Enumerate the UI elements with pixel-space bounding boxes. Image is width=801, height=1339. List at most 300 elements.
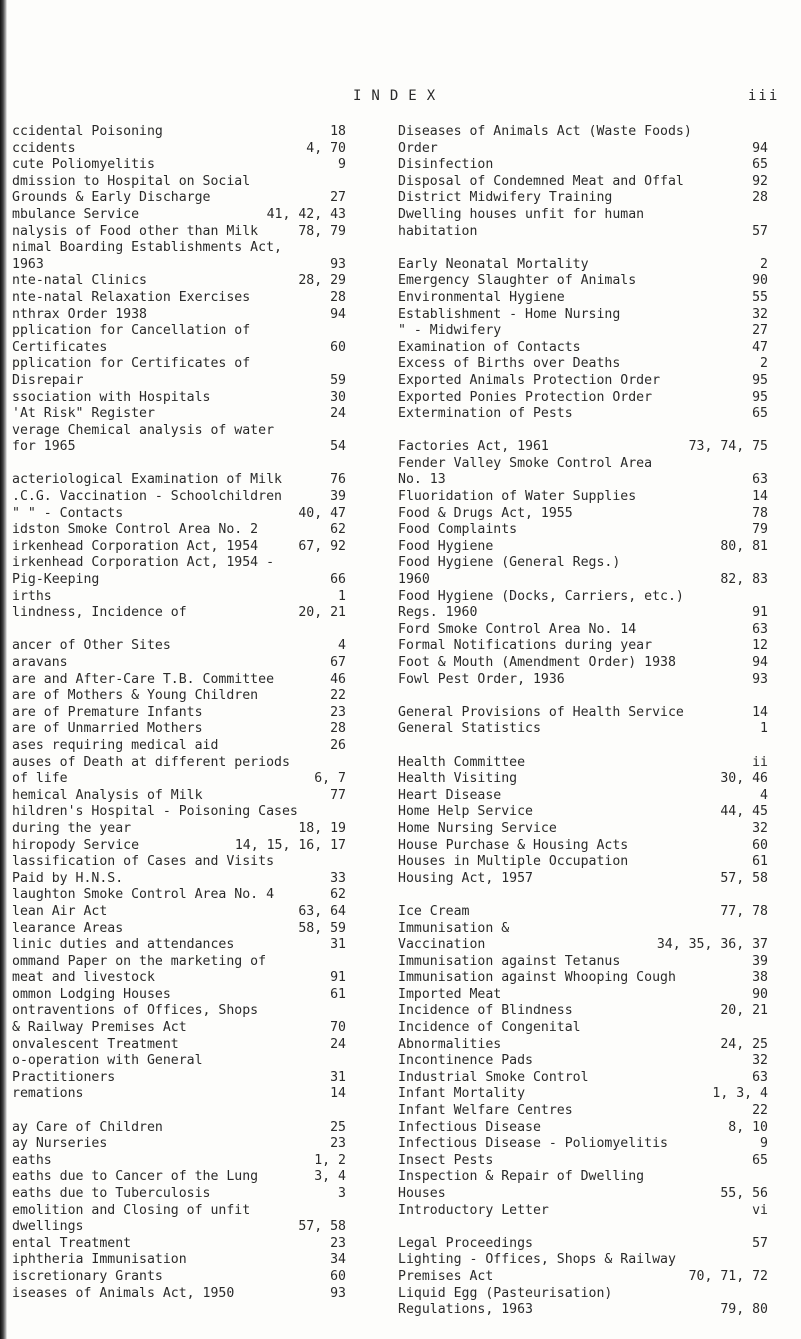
entry-pages: 91 [752, 605, 768, 621]
entry-text: lassification of Cases and Visits [12, 854, 275, 870]
entry-pages: 77 [330, 787, 346, 803]
index-entry [398, 788, 768, 805]
entry-pages: 4 [338, 638, 346, 654]
entry-text: eaths due to Tuberculosis [12, 1186, 211, 1201]
index-entry [12, 1003, 346, 1020]
entry-pages: 76 [330, 472, 346, 488]
entry-pages: 31 [330, 937, 346, 953]
entry-text: o-operation with General [12, 1053, 203, 1069]
entry-text: remations [12, 1086, 84, 1102]
entry-text: laughton Smoke Control Area No. 4 [12, 887, 275, 903]
entry-pages: 20, 21 [720, 1003, 768, 1019]
entry-pages: 32 [752, 306, 768, 322]
entry-pages: 9 [760, 1136, 768, 1152]
index-entry [12, 439, 346, 456]
entry-pages: 63 [752, 621, 768, 637]
entry-text: lindness, Incidence of [12, 605, 187, 621]
index-entry [12, 1186, 346, 1203]
entry-pages: 44, 45 [720, 804, 768, 820]
section-gap [398, 423, 768, 440]
entry-pages: 27 [330, 190, 346, 206]
entry-text: Examination of Contacts [398, 339, 581, 355]
index-entry [12, 970, 346, 987]
index-entry [12, 721, 346, 738]
entry-pages: 90 [752, 273, 768, 289]
entry-pages: 91 [330, 970, 346, 986]
entry-text: pplication for Cancellation of [12, 323, 251, 339]
entry-text: Early Neonatal Mortality [398, 256, 589, 272]
index-entry [398, 356, 768, 373]
section-gap [398, 738, 768, 755]
entry-text: & Railway Premises Act [12, 1020, 187, 1036]
entry-pages: 62 [330, 522, 346, 538]
entry-pages: 28 [330, 289, 346, 305]
page-header [0, 88, 801, 110]
index-entry [12, 124, 346, 141]
entry-pages: 1 [338, 588, 346, 604]
entry-text: Insect Pests [398, 1152, 494, 1168]
entry-text: Houses in Multiple Occupation [398, 854, 629, 870]
index-entry [398, 207, 768, 224]
entry-pages: 94 [752, 140, 768, 156]
index-entry [398, 638, 768, 655]
index-entry [12, 589, 346, 606]
entry-text: dmission to Hospital on Social [12, 173, 251, 189]
entry-text: Dwelling houses unfit for human [398, 206, 645, 222]
index-entry [12, 672, 346, 689]
index-column-left [12, 124, 346, 1302]
index-entry [12, 804, 346, 821]
entry-text: Legal Proceedings [398, 1235, 533, 1251]
index-entry [398, 190, 768, 207]
index-entry [12, 1120, 346, 1137]
index-entry [398, 174, 768, 191]
entry-text: ommand Paper on the marketing of [12, 953, 267, 969]
index-entry [398, 340, 768, 357]
index-entry [398, 1053, 768, 1070]
index-entry [398, 1286, 768, 1303]
index-entry [398, 439, 768, 456]
index-entry [12, 838, 346, 855]
index-entry [12, 323, 346, 340]
entry-text: Imported Meat [398, 986, 502, 1002]
entry-text: House Purchase & Housing Acts [398, 837, 629, 853]
index-entry [398, 622, 768, 639]
entry-pages: 94 [752, 655, 768, 670]
entry-text: Extermination of Pests [398, 406, 573, 422]
entry-pages: 18, 19 [298, 820, 346, 836]
entry-text: Health Committee [398, 754, 526, 770]
entry-pages: vi [752, 1202, 768, 1218]
entry-pages: 2 [760, 356, 768, 372]
entry-text: cute Poliomyelitis [12, 157, 155, 173]
index-entry [398, 655, 768, 672]
entry-text: nte-natal Relaxation Exercises [12, 289, 251, 305]
page-binding-edge [0, 0, 7, 1339]
entry-text: ases requiring medical aid [12, 737, 219, 753]
index-entry [398, 489, 768, 506]
index-entry [398, 589, 768, 606]
entry-text: onvalescent Treatment [12, 1036, 179, 1052]
index-entry [12, 738, 346, 755]
entry-pages: 54 [330, 439, 346, 455]
entry-text: Housing Act, 1957 [398, 870, 533, 886]
entry-text: Premises Act [398, 1268, 494, 1284]
entry-text: Infant Mortality [398, 1086, 526, 1102]
entry-text: are of Mothers & Young Children [12, 688, 259, 704]
index-entry [398, 1169, 768, 1186]
index-entry [398, 721, 768, 738]
index-entry [12, 190, 346, 207]
entry-text: ancer of Other Sites [12, 638, 171, 654]
index-entry [398, 854, 768, 871]
entry-pages: 57 [752, 1235, 768, 1251]
entry-text: Exported Ponies Protection Order [398, 389, 653, 405]
entry-text: are of Unmarried Mothers [12, 721, 203, 737]
entry-pages: 46 [330, 671, 346, 687]
index-entry [12, 340, 346, 357]
entry-text: Immunisation & [398, 920, 510, 936]
entry-text: Fluoridation of Water Supplies [398, 489, 637, 505]
index-entry [12, 1153, 346, 1170]
index-entry [12, 489, 346, 506]
index-entry [398, 522, 768, 539]
entry-text: aravans [12, 655, 68, 670]
entry-pages: 82, 83 [720, 572, 768, 588]
index-entry [12, 506, 346, 523]
entry-pages: 23 [330, 1136, 346, 1152]
index-entry [398, 1236, 768, 1253]
index-entry [12, 224, 346, 241]
entry-text: Home Nursing Service [398, 820, 557, 836]
entry-pages: 95 [752, 389, 768, 405]
entry-pages: 60 [330, 1268, 346, 1284]
index-entry [398, 290, 768, 307]
entry-pages: 18 [330, 124, 346, 139]
entry-text: Vaccination [398, 937, 486, 953]
index-entry [12, 522, 346, 539]
entry-text: eaths due to Cancer of the Lung [12, 1169, 259, 1185]
entry-text: Exported Animals Protection Order [398, 372, 661, 388]
index-entry [398, 373, 768, 390]
index-title: INDEX [353, 88, 446, 104]
entry-text: ental Treatment [12, 1235, 132, 1251]
entry-text: Food Complaints [398, 522, 518, 538]
entry-pages: 57, 58 [298, 1219, 346, 1235]
entry-text: nte-natal Clinics [12, 273, 147, 289]
index-entry [12, 1136, 346, 1153]
entry-pages: 70, 71, 72 [688, 1268, 768, 1284]
entry-text: hemical Analysis of Milk [12, 787, 203, 803]
entry-pages: 79, 80 [720, 1302, 768, 1318]
index-entry [12, 240, 346, 257]
entry-text: hildren's Hospital - Poisoning Cases [12, 804, 298, 820]
entry-pages: 67 [330, 655, 346, 670]
entry-text: Health Visiting [398, 771, 518, 787]
index-entry [12, 771, 346, 788]
index-entry [398, 1302, 768, 1319]
entry-text: hiropody Service [12, 837, 140, 853]
index-entry [12, 257, 346, 274]
entry-pages: 32 [752, 1053, 768, 1069]
entry-pages: 59 [330, 372, 346, 388]
index-entry [398, 224, 768, 241]
index-entry [12, 555, 346, 572]
index-entry [12, 655, 346, 672]
entry-pages: 1, 3, 4 [712, 1086, 768, 1102]
entry-text: eaths [12, 1152, 52, 1168]
entry-text: Incidence of Blindness [398, 1003, 573, 1019]
entry-text: Environmental Hygiene [398, 289, 565, 305]
entry-text: Regulations, 1963 [398, 1302, 533, 1318]
section-gap [398, 887, 768, 904]
entry-text: irkenhead Corporation Act, 1954 - [12, 555, 275, 571]
entry-text: Incontinence Pads [398, 1053, 533, 1069]
entry-pages: 67, 92 [298, 538, 346, 554]
entry-text: ccidents [12, 140, 76, 156]
index-entry [12, 871, 346, 888]
entry-text: Certificates [12, 339, 108, 355]
entry-text: 1960 [398, 572, 430, 588]
entry-pages: 27 [752, 323, 768, 339]
section-gap [12, 622, 346, 639]
index-entry [12, 1070, 346, 1087]
entry-text: verage Chemical analysis of water [12, 422, 275, 438]
entry-pages: 14 [752, 489, 768, 505]
entry-pages: 78 [752, 505, 768, 521]
entry-text: .C.G. Vaccination - Schoolchildren [12, 489, 282, 505]
index-entry [398, 307, 768, 324]
entry-text: for 1965 [12, 439, 76, 455]
entry-pages: 31 [330, 1069, 346, 1085]
entry-text: Ford Smoke Control Area No. 14 [398, 621, 637, 637]
index-entry [398, 257, 768, 274]
index-entry [12, 1269, 346, 1286]
entry-text: ontraventions of Offices, Shops [12, 1003, 259, 1019]
entry-text: ssociation with Hospitals [12, 389, 211, 405]
entry-text: Pig-Keeping [12, 572, 100, 588]
entry-pages: ii [752, 754, 768, 770]
index-entry [12, 1086, 346, 1103]
entry-text: Immunisation against Tetanus [398, 953, 621, 969]
entry-text: Infant Welfare Centres [398, 1103, 573, 1119]
entry-text: Fowl Pest Order, 1936 [398, 671, 565, 687]
entry-pages: 23 [330, 704, 346, 720]
entry-text: Excess of Births over Deaths [398, 356, 621, 372]
index-entry [12, 307, 346, 324]
entry-pages: 22 [330, 688, 346, 704]
entry-pages: 60 [330, 339, 346, 355]
entry-pages: 24 [330, 1036, 346, 1052]
index-entry [12, 854, 346, 871]
index-entry [398, 539, 768, 556]
index-entry [12, 1053, 346, 1070]
entry-text: Fender Valley Smoke Control Area [398, 455, 653, 471]
entry-pages: 66 [330, 572, 346, 588]
entry-text: dwellings [12, 1219, 84, 1235]
index-entry [398, 970, 768, 987]
entry-pages: 55 [752, 289, 768, 305]
entry-pages: 14 [330, 1086, 346, 1102]
entry-pages: 14, 15, 16, 17 [234, 837, 346, 853]
entry-text: General Statistics [398, 721, 541, 737]
entry-text: Industrial Smoke Control [398, 1069, 589, 1085]
entry-text: irkenhead Corporation Act, 1954 [12, 538, 259, 554]
index-entry [12, 821, 346, 838]
entry-text: iscretionary Grants [12, 1268, 163, 1284]
index-entry [398, 904, 768, 921]
entry-text: Practitioners [12, 1069, 116, 1085]
entry-text: Home Help Service [398, 804, 533, 820]
index-entry [12, 1203, 346, 1220]
index-entry [12, 755, 346, 772]
entry-pages: 70 [330, 1020, 346, 1036]
entry-text: auses of Death at different periods [12, 754, 290, 770]
index-entry [398, 406, 768, 423]
entry-pages: 25 [330, 1119, 346, 1135]
entry-pages: 14 [752, 704, 768, 720]
entry-text: iphtheria Immunisation [12, 1252, 187, 1268]
entry-text: ommon Lodging Houses [12, 986, 171, 1002]
entry-text: Disinfection [398, 157, 494, 173]
entry-text: Immunisation against Whooping Cough [398, 970, 676, 986]
entry-pages: 62 [330, 887, 346, 903]
index-entry [12, 1252, 346, 1269]
entry-pages: 60 [752, 837, 768, 853]
index-entry [12, 1020, 346, 1037]
entry-text: ccidental Poisoning [12, 124, 163, 139]
entry-pages: 1 [760, 721, 768, 737]
index-entry [398, 1186, 768, 1203]
entry-pages: 47 [752, 339, 768, 355]
entry-text: Diseases of Animals Act (Waste Foods) [398, 124, 692, 139]
entry-pages: 93 [752, 671, 768, 687]
entry-pages: 61 [330, 986, 346, 1002]
entry-pages: 78, 79 [298, 223, 346, 239]
entry-pages: 95 [752, 372, 768, 388]
entry-pages: 73, 74, 75 [688, 439, 768, 455]
index-entry [12, 788, 346, 805]
entry-text: meat and livestock [12, 970, 155, 986]
entry-text: Food & Drugs Act, 1955 [398, 505, 573, 521]
entry-text: iseases of Animals Act, 1950 [12, 1285, 235, 1301]
entry-pages: 94 [330, 306, 346, 322]
index-entry [12, 207, 346, 224]
entry-text: Infectious Disease [398, 1119, 541, 1135]
index-entry [12, 539, 346, 556]
entry-pages: 63 [752, 472, 768, 488]
index-entry [12, 887, 346, 904]
entry-text: Grounds & Early Discharge [12, 190, 211, 206]
index-entry [12, 638, 346, 655]
entry-text: Abnormalities [398, 1036, 502, 1052]
entry-text: No. 13 [398, 472, 446, 488]
entry-text: lean Air Act [12, 903, 108, 919]
index-entry [12, 987, 346, 1004]
index-entry [398, 572, 768, 589]
entry-text: ay Care of Children [12, 1119, 163, 1135]
entry-text: Ice Cream [398, 903, 470, 919]
index-entry [12, 157, 346, 174]
index-entry [398, 804, 768, 821]
entry-pages: 24 [330, 406, 346, 422]
index-entry [12, 406, 346, 423]
index-entry [398, 705, 768, 722]
index-entry [12, 705, 346, 722]
entry-text: emolition and Closing of unfit [12, 1202, 251, 1218]
entry-text: Regs. 1960 [398, 605, 478, 621]
entry-pages: 61 [752, 854, 768, 870]
entry-pages: 57, 58 [720, 870, 768, 886]
entry-pages: 32 [752, 820, 768, 836]
entry-pages: 9 [338, 157, 346, 173]
entry-pages: 30 [330, 389, 346, 405]
entry-pages: 38 [752, 970, 768, 986]
index-entry [398, 771, 768, 788]
entry-pages: 28 [330, 721, 346, 737]
entry-text: learance Areas [12, 920, 124, 936]
index-entry [398, 273, 768, 290]
index-entry [398, 838, 768, 855]
index-entry [398, 1269, 768, 1286]
entry-pages: 28 [752, 190, 768, 206]
entry-text: District Midwifery Training [398, 190, 613, 206]
index-entry [12, 1236, 346, 1253]
index-entry [12, 572, 346, 589]
entry-pages: 79 [752, 522, 768, 538]
entry-pages: 4 [760, 787, 768, 803]
entry-pages: 3, 4 [314, 1169, 346, 1185]
index-entry [398, 937, 768, 954]
entry-text: Incidence of Congenital [398, 1020, 581, 1036]
entry-text: Foot & Mouth (Amendment Order) 1938 [398, 655, 676, 670]
entry-text: irths [12, 588, 52, 604]
entry-text: Heart Disease [398, 787, 502, 803]
index-entry [12, 390, 346, 407]
index-entry [398, 506, 768, 523]
entry-pages: 33 [330, 870, 346, 886]
entry-pages: 41, 42, 43 [266, 206, 346, 222]
index-entry [12, 290, 346, 307]
entry-pages: 34 [330, 1252, 346, 1268]
entry-text: General Provisions of Health Service [398, 704, 684, 720]
entry-text: linic duties and attendances [12, 937, 235, 953]
entry-text: " " - Contacts [12, 505, 124, 521]
index-entry [12, 904, 346, 921]
index-entry [398, 954, 768, 971]
entry-pages: 40, 47 [298, 505, 346, 521]
entry-text: nimal Boarding Establishments Act, [12, 240, 282, 256]
section-gap [398, 1219, 768, 1236]
entry-pages: 2 [760, 256, 768, 272]
entry-pages: 65 [752, 406, 768, 422]
entry-text: Emergency Slaughter of Animals [398, 273, 637, 289]
entry-text: acteriological Examination of Milk [12, 472, 282, 488]
entry-pages: 77, 78 [720, 903, 768, 919]
entry-pages: 93 [330, 256, 346, 272]
section-gap [398, 688, 768, 705]
section-gap [398, 240, 768, 257]
index-entry [398, 157, 768, 174]
entry-text: Lighting - Offices, Shops & Railway [398, 1252, 676, 1268]
index-entry [398, 921, 768, 938]
entry-text: Disrepair [12, 372, 84, 388]
index-entry [398, 1120, 768, 1137]
index-column-right [398, 124, 768, 1319]
index-entry [398, 1020, 768, 1037]
index-entry [398, 555, 768, 572]
entry-text: Disposal of Condemned Meat and Offal [398, 173, 684, 189]
